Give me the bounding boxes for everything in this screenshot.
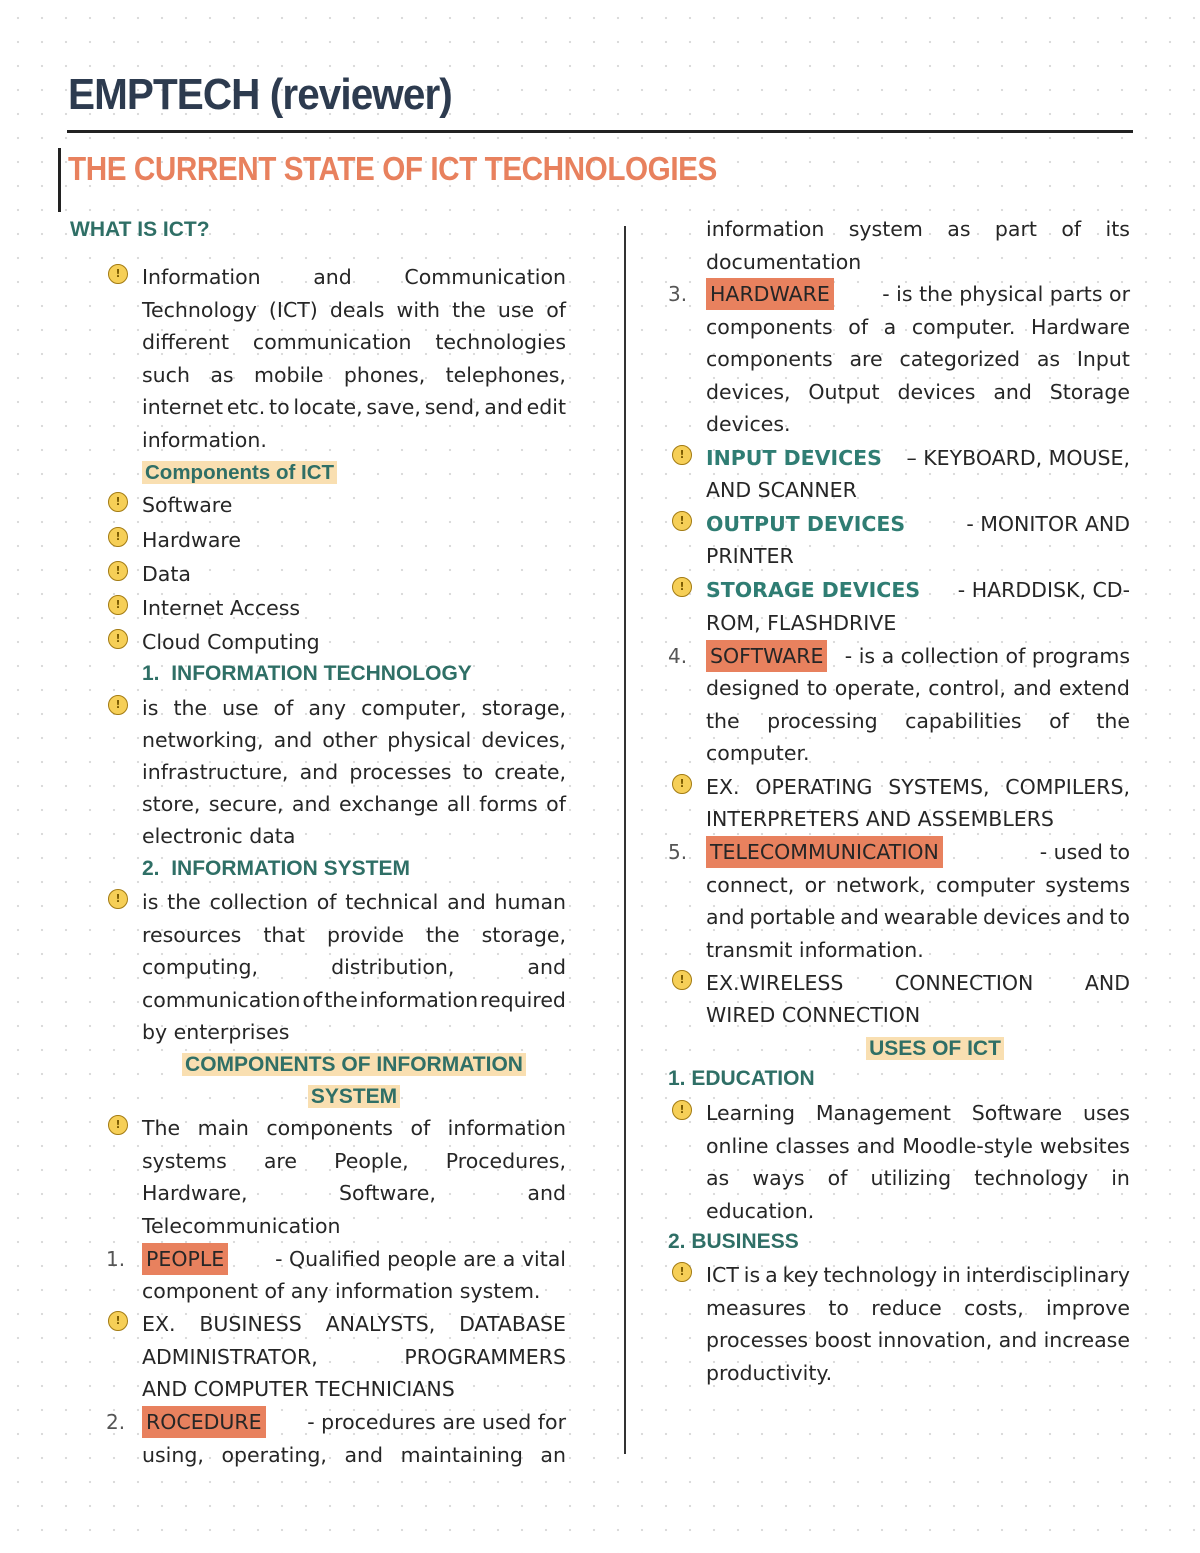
section-title: THE CURRENT STATE OF ICT TECHNOLOGIES: [68, 150, 717, 187]
people-line-2: component of any information system.: [142, 1279, 541, 1303]
components-heading: [142, 456, 566, 488]
output-devices-line: [706, 508, 1130, 540]
cis-line: Telecommunication: [142, 1214, 341, 1238]
input-devices-label: INPUT DEVICES: [706, 446, 882, 470]
title-rule: [67, 130, 1133, 133]
bullet-icon: !: [108, 1311, 128, 1331]
component-item: Hardware: [142, 528, 241, 552]
input-devices-line-2: AND SCANNER: [706, 478, 857, 502]
cis-heading-1: COMPONENTS OF INFORMATION: [142, 1048, 566, 1080]
people-example: AND COMPUTER TECHNICIANS: [142, 1377, 455, 1401]
education-line: education.: [706, 1199, 815, 1223]
software-number: 4.: [668, 644, 688, 668]
business-line: productivity.: [706, 1361, 833, 1385]
what-is-ict-heading: WHAT IS ICT?: [70, 218, 210, 241]
intro-line: Information and Communication: [142, 265, 566, 289]
component-item: Cloud Computing: [142, 630, 320, 654]
telecom-number: 5.: [668, 840, 688, 864]
education-line: Learning Management Software uses: [706, 1101, 1130, 1125]
storage-devices-label: STORAGE DEVICES: [706, 578, 921, 602]
bullet-icon: !: [108, 889, 128, 909]
intro-line: Technology (ICT) deals with the use of: [142, 298, 566, 322]
hardware-line: components of a computer. Hardware: [706, 315, 1130, 339]
software-label: SOFTWARE: [706, 640, 827, 672]
bullet-icon: !: [108, 561, 128, 581]
telecom-desc: - used to: [1039, 840, 1130, 864]
is-heading-label: INFORMATION SYSTEM: [171, 857, 410, 880]
telecom-line: [706, 836, 1130, 868]
continued-line: documentation: [706, 250, 862, 274]
education-line: as ways of utilizing technology in: [706, 1166, 1130, 1190]
software-desc: - is a collection of programs: [844, 644, 1130, 668]
software-example: EX. OPERATING SYSTEMS, COMPILERS,: [706, 775, 1130, 799]
input-devices-desc: – KEYBOARD, MOUSE,: [906, 446, 1130, 470]
section-bar: [58, 148, 61, 212]
hardware-line: [706, 278, 1130, 310]
components-heading-label: Components of ICT: [142, 461, 337, 484]
people-example: EX. BUSINESS ANALYSTS, DATABASE: [142, 1312, 566, 1336]
telecom-line: transmit information.: [706, 938, 924, 962]
software-example: INTERPRETERS AND ASSEMBLERS: [706, 807, 1054, 831]
cis-line: Hardware, Software, and: [142, 1181, 566, 1205]
intro-line: internet etc. to locate, save, send, and edit: [142, 395, 566, 419]
business-heading: 2. BUSINESS: [668, 1230, 799, 1253]
input-devices-line: [706, 442, 1130, 474]
it-line: store, secure, and exchange all forms of: [142, 792, 566, 816]
bullet-icon: !: [672, 1100, 692, 1120]
bullet-icon: !: [672, 577, 692, 597]
software-line: the processing capabilities of the: [706, 709, 1130, 733]
education-heading: 1. EDUCATION: [668, 1067, 815, 1090]
bullet-icon: !: [672, 511, 692, 531]
hardware-line: devices, Output devices and Storage: [706, 380, 1130, 404]
intro-line: such as mobile phones, telephones,: [142, 363, 566, 387]
it-heading: [142, 658, 472, 690]
people-number: 1.: [106, 1247, 126, 1271]
hardware-number: 3.: [668, 282, 688, 306]
bullet-icon: !: [108, 492, 128, 512]
uses-heading: USES OF ICT: [740, 1032, 1130, 1064]
people-label: PEOPLE: [142, 1243, 228, 1275]
is-line: is the collection of technical and human: [142, 890, 566, 914]
people-example: ADMINISTRATOR, PROGRAMMERS: [142, 1345, 566, 1369]
is-number: 2.: [142, 857, 160, 880]
output-devices-label: OUTPUT DEVICES: [706, 512, 906, 536]
people-desc: - Qualified people are a vital: [275, 1247, 566, 1271]
column-divider: [624, 226, 626, 1454]
component-item: Software: [142, 493, 233, 517]
bullet-icon: !: [108, 595, 128, 615]
software-line: [706, 640, 1130, 672]
cis-heading-2: SYSTEM: [142, 1080, 566, 1112]
bullet-icon: !: [108, 695, 128, 715]
software-line: computer.: [706, 741, 810, 765]
cis-line: systems are People, Procedures,: [142, 1149, 566, 1173]
education-line: online classes and Moodle-style websites: [706, 1134, 1130, 1158]
business-line: ICT is a key technology in interdisciplinary: [706, 1263, 1130, 1287]
hardware-line: components are categorized as Input: [706, 347, 1130, 371]
is-line: by enterprises: [142, 1020, 290, 1044]
business-line: processes boost innovation, and increase: [706, 1328, 1130, 1352]
hardware-line: devices.: [706, 412, 791, 436]
output-devices-line-2: PRINTER: [706, 544, 794, 568]
it-line: electronic data: [142, 824, 296, 848]
it-line: infrastructure, and processes to create,: [142, 760, 566, 784]
software-line: designed to operate, control, and extend: [706, 676, 1130, 700]
telecom-line: and portable and wearable devices and to: [706, 905, 1130, 929]
telecom-example: WIRED CONNECTION: [706, 1003, 921, 1027]
procedure-number: 2.: [106, 1410, 126, 1434]
cis-line: The main components of information: [142, 1116, 566, 1140]
bullet-icon: !: [672, 970, 692, 990]
business-line: measures to reduce costs, improve: [706, 1296, 1130, 1320]
output-devices-desc: - MONITOR AND: [966, 512, 1130, 536]
it-line: networking, and other physical devices,: [142, 728, 566, 752]
is-line: computing, distribution, and: [142, 955, 566, 979]
intro-line: information.: [142, 428, 267, 452]
bullet-icon: !: [108, 527, 128, 547]
telecom-example: EX.WIRELESS CONNECTION AND: [706, 971, 1130, 995]
people-line: [142, 1243, 566, 1275]
it-line: is the use of any computer, storage,: [142, 696, 566, 720]
is-line: resources that provide the storage,: [142, 923, 566, 947]
procedure-line: [142, 1406, 566, 1438]
procedure-desc: - procedures are used for: [307, 1410, 566, 1434]
bullet-icon: !: [672, 774, 692, 794]
component-item: Internet Access: [142, 596, 301, 620]
storage-devices-line-2: ROM, FLASHDRIVE: [706, 611, 897, 635]
procedure-line-2: using, operating, and maintaining an: [142, 1443, 566, 1467]
bullet-icon: !: [672, 1262, 692, 1282]
hardware-label: HARDWARE: [706, 278, 834, 310]
is-heading: [142, 853, 410, 885]
it-heading-label: INFORMATION TECHNOLOGY: [171, 662, 472, 685]
bullet-icon: !: [108, 264, 128, 284]
bullet-icon: !: [108, 629, 128, 649]
hardware-desc: - is the physical parts or: [882, 282, 1130, 306]
telecom-label: TELECOMMUNICATION: [706, 836, 943, 868]
it-number: 1.: [142, 662, 160, 685]
storage-devices-line: [706, 574, 1130, 606]
telecom-line: connect, or network, computer systems: [706, 873, 1130, 897]
component-item: Data: [142, 562, 191, 586]
procedure-label: ROCEDURE: [142, 1406, 266, 1438]
intro-line: different communication technologies: [142, 330, 566, 354]
continued-line: information system as part of its: [706, 217, 1130, 241]
bullet-icon: !: [672, 445, 692, 465]
storage-devices-desc: - HARDDISK, CD-: [957, 578, 1130, 602]
is-line: communication of the information required: [142, 988, 566, 1012]
document-title: EMPTECH (reviewer): [68, 70, 452, 119]
bullet-icon: !: [108, 1115, 128, 1135]
